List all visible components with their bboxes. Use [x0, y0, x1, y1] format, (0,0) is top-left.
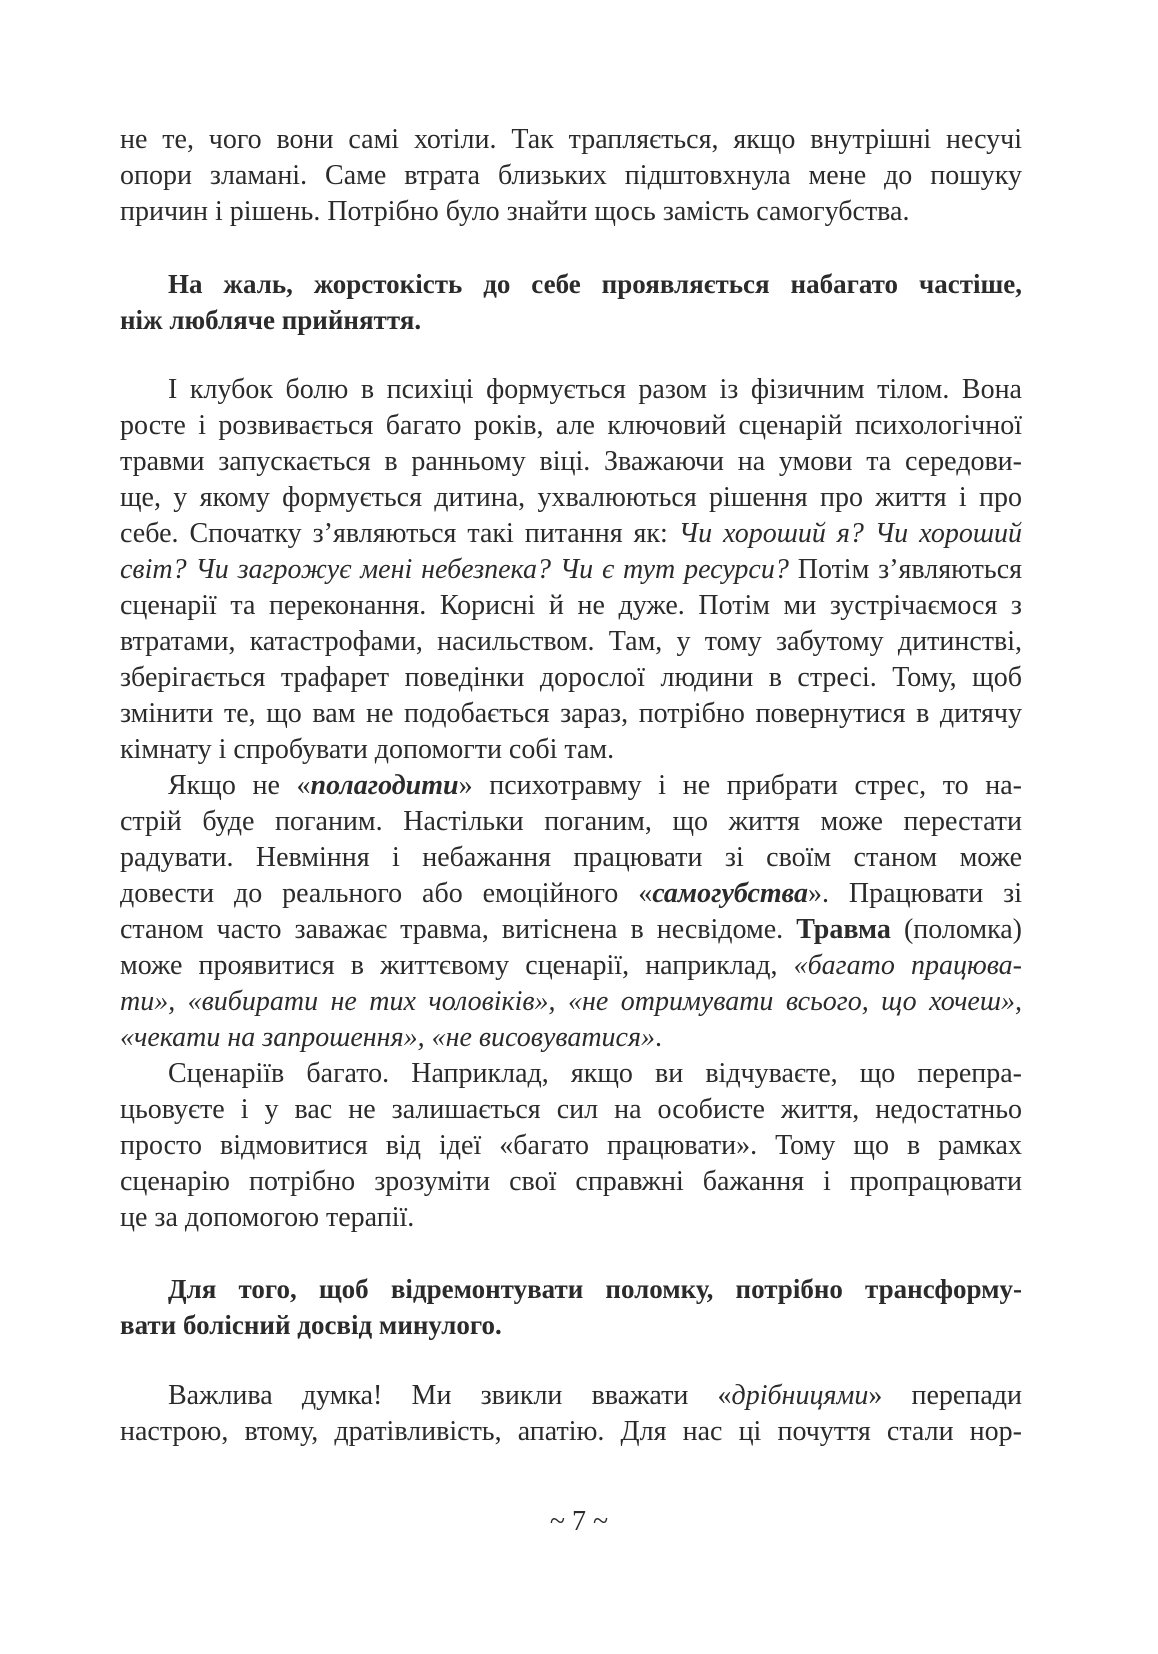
text-line [120, 912, 1022, 948]
bold-italic-term: самогубства [652, 878, 808, 909]
text-line: росте і розвивається багато років, але ключовий сценарій психологічної [120, 410, 1022, 441]
spacer [120, 230, 1022, 266]
text-line: сценарії та переконання. Корисні й не дуже. Потім ми зустрічаємося з [120, 590, 1022, 621]
text-span: (поломка) [890, 914, 1022, 945]
text-line [120, 1378, 1022, 1414]
section-heading [120, 266, 1022, 338]
text-span: . [655, 1022, 662, 1053]
text-line: І клубок болю в психіці формується разом із фізичним тілом. Вона [168, 374, 1022, 405]
italic-questions: Чи хороший я? Чи хороший [678, 518, 1022, 549]
italic-quote: «чекати на запрошення», «не висовуватися» [120, 1022, 655, 1053]
heading-line: вати болісний досвід минулого. [120, 1310, 502, 1340]
spacer [120, 1343, 1022, 1378]
text-line: втратами, катастрофами, насильством. Там, у тому забутому дитинстві, [120, 626, 1022, 657]
heading-line: Для того, щоб відремонтувати поломку, потрібно трансформу- [168, 1274, 1022, 1304]
text-span: » психотравму і не прибрати стрес, то на- [458, 770, 1022, 801]
text-span: Якщо не « [168, 770, 311, 801]
paragraph [120, 372, 1022, 768]
spacer [120, 338, 1022, 372]
text-line: радувати. Невміння і небажання працювати зі своїм станом може [120, 842, 1022, 873]
text-line: сценарію потрібно зрозуміти свої справжні бажання і пропрацювати [120, 1166, 1022, 1197]
text-line: опори зламані. Саме втрата близьких підштовхнула мене до пошуку [120, 160, 1022, 191]
paragraph-continuation [120, 122, 1022, 230]
heading-line: ніж люблячe прийняття. [120, 305, 422, 335]
paragraph [120, 1378, 1022, 1450]
text-line: це за допомогою терапії. [120, 1202, 415, 1233]
italic-term: дрібницями [731, 1380, 869, 1411]
spacer [120, 1236, 1022, 1271]
text-line: цьовуєте і у вас не залишається сил на особисте життя, недостатньо [120, 1094, 1022, 1125]
text-span: довести до реального або емоційного « [120, 878, 653, 909]
document-page [120, 122, 1022, 1450]
text-line: зберігається трафарет поведінки дорослої людини в стресі. Тому, щоб [120, 662, 1022, 693]
text-line [120, 948, 1022, 984]
text-line: просто відмовитися від ідеї «багато працювати». Тому що в рамках [120, 1130, 1022, 1161]
text-line: стрій буде поганим. Настільки поганим, що життя може перестати [120, 806, 1022, 837]
text-span: може проявитися в життєвому сценарії, наприклад, [120, 950, 794, 981]
text-line: настрою, втому, дратівливість, апатію. Для нас ці почуття стали нор- [120, 1416, 1022, 1447]
text-line [120, 876, 1022, 912]
text-line [120, 984, 1022, 1020]
text-line: травми запускається в ранньому віці. Зважаючи на умови та середови- [120, 446, 1022, 477]
text-line [120, 768, 1022, 804]
italic-quote: «багато працюва- [793, 950, 1022, 981]
text-span: себе. Спочатку з’являються такі питання як: [120, 518, 679, 549]
text-line [120, 516, 1022, 552]
italic-quote: ти», «вибирати не тих чоловіків», «не отримувати всього, що хочеш», [120, 986, 1022, 1017]
text-line: ще, у якому формується дитина, ухвалюються рішення про життя і про [120, 482, 1022, 513]
text-span: Потім з’являються [788, 554, 1022, 585]
text-line: Сценаріїв багато. Наприклад, якщо ви відчуваєте, що перепра- [168, 1058, 1022, 1089]
section-heading [120, 1271, 1022, 1343]
text-line: не те, чого вони самі хотіли. Так трапляється, якщо внутрішні несучі [120, 124, 1022, 155]
bold-term: Травма [796, 914, 891, 945]
paragraph [120, 768, 1022, 1056]
page-number: ~ 7 ~ [549, 1506, 609, 1537]
text-span: Важлива думка! Ми звикли вважати « [168, 1380, 732, 1411]
text-span: ». Працювати зі [808, 878, 1023, 909]
text-line: причин і рішень. Потрібно було знайти щось замість самогубства. [120, 196, 910, 227]
text-span: станом часто заважає травма, витіснена в несвідоме. [120, 914, 797, 945]
text-line: кімнату і спробувати допомогти собі там. [120, 734, 615, 765]
text-span: » перепади [868, 1380, 1022, 1411]
text-line [120, 1020, 1022, 1056]
paragraph [120, 1056, 1022, 1236]
text-line [120, 552, 1022, 588]
text-line: змінити те, що вам не подобається зараз, потрібно повернутися в дитячу [120, 698, 1022, 729]
italic-questions: світ? Чи загрожує мені небезпека? Чи є тут ресурси? [120, 554, 789, 585]
heading-line: На жаль, жорстокість до себе проявляється набагато частіше, [168, 269, 1022, 299]
bold-italic-term: полагодити [310, 770, 459, 801]
